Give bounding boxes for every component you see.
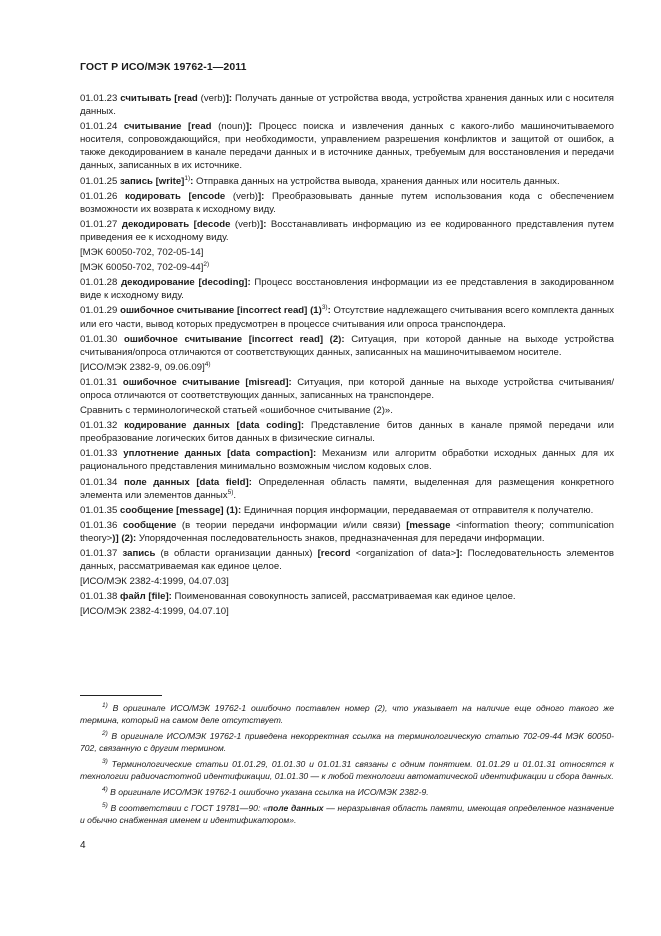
footnotes [80, 703, 614, 831]
footnote-3: $^{3)}$ Терминологические статьи 01.01.29, 01.01.30 и 01.01.31 связаны с одним понятием. 01.01.29 и 01.01.31 относятся к технологии радиочастотной идентификации, 01.01.30 — к любой технологии автоматической идентификации и сбора данных. [80, 758, 614, 781]
term-entry-01-01-31: 01.01.31 ошибочное считывание [misread]: Ситуация, при которой данные на выходе устройства считывания/опроса отличаются от соответствующих данных, записанных на транспондере. [80, 376, 615, 401]
term-entry-01-01-23: 01.01.23 считывать [read (verb)]: Получать данные от устройства ввода, устройства хранения данных или с носителя данных. [80, 93, 615, 118]
glossary-body [80, 92, 614, 620]
footnote-5: $^{5)}$ В соответствии с ГОСТ 19781—90: «поле данных — неразрывная область памяти, имеющая определенное назначение и обычно снабженная именем и идентификатором». [80, 802, 614, 825]
term-entry-01-01-35: 01.01.35 сообщение [message] (1): Единичная порция информации, передаваемая от отправителя к получателю. [80, 504, 594, 516]
footnote-ref-2: 2) [203, 260, 210, 268]
term-entry-01-01-34: 01.01.34 поле данных [data field]: Определенная область памяти, выделенная для размещения конкретного элемента или элементов данных$^{5)}$. [80, 476, 615, 501]
footnote-2: $^{2)}$ В оригинале ИСО/МЭК 19762-1 приведена некорректная ссылка на терминологическую статью 702-09-44 МЭК 60050-702, связанную с другим термином. [80, 730, 614, 753]
document-header: ГОСТ Р ИСО/МЭК 19762-1—2011 [80, 61, 247, 73]
term-entry-01-01-28: 01.01.28 декодирование [decoding]: Процесс восстановления информации из ее представления в закодированном виде к исходному виду. [80, 277, 614, 302]
term-entry-01-01-30: 01.01.30 ошибочное считывание [incorrect read] (2): Ситуация, при которой данные на выходе устройства считывания/опроса отличаются от соответствующих данных, записанных на машиночитываемом носителе. [80, 333, 615, 358]
term-entry-01-01-27: 01.01.27 декодировать [decode (verb)]: Восстанавливать информацию из ее кодированного представления путем приведения ее к исходному виду. [80, 218, 615, 243]
source-reference: [МЭК 60050-702, 702-09-44]$^{2)}$ [80, 260, 210, 274]
term-entry-01-01-25: 01.01.25 запись [write]$^{1)}$: Отправка данных на устройства вывода, хранения данных или носитель данных. [80, 174, 560, 187]
term-entry-01-01-38: 01.01.38 файл [file]: Поименованная совокупность записей, рассматриваемая как единое целое. [80, 591, 516, 603]
term-entry-01-01-32: 01.01.32 кодирование данных [data coding]: Представление битов данных в канале прямой передачи или преобразование логических битов данных в физические сигналы. [80, 420, 615, 445]
term-entry-01-01-37: 01.01.37 запись (в области организации данных) [record <organization of data>]: Последовательность элементов данных, рассматриваемая как единое целое. [80, 548, 614, 573]
footnote-ref-5: 5) [227, 488, 234, 496]
footnote-ref-3: 3) [321, 304, 328, 312]
cross-reference-note: Сравнить с терминологической статьей «ошибочное считывание (2)». [80, 405, 393, 417]
page-number: 4 [80, 840, 86, 851]
footnote-4: $^{4)}$ В оригинале ИСО/МЭК 19762-1 ошибочно указана ссылка на ИСО/МЭК 2382-9. [102, 786, 429, 797]
source-reference: [МЭК 60050-702, 702-05-14] [80, 247, 204, 259]
source-reference: [ИСО/МЭК 2382-4:1999, 04.07.03] [80, 576, 229, 588]
term-entry-01-01-24: 01.01.24 считывание [read (noun)]: Процесс поиска и извлечения данных с какого-либо машиночитываемого носителя, сопровождающийся, при необходимости, управлением разрешения конфликтов и защитой от ошибок, а также декодированием в канале передачи данных и в источнике данных, требуемым для восстановления и передачи данных, записанных в их источнике. [80, 121, 614, 172]
footnote-ref-4: 4) [204, 360, 211, 368]
term-entry-01-01-36: 01.01.36 сообщение (в теории передачи информации и/или связи) [message <information theory; communication theory>)] (2): Упорядоченная последовательность знаков, предназначенная для передачи информации. [80, 519, 614, 544]
footnote-divider [80, 695, 162, 696]
footnote-ref-1: 1) [184, 174, 191, 182]
source-reference: [ИСО/МЭК 2382-4:1999, 04.07.10] [80, 606, 229, 618]
source-reference: [ИСО/МЭК 2382-9, 09.06.09]$^{4)}$ [80, 360, 211, 373]
term-entry-01-01-33: 01.01.33 уплотнение данных [data compaction]: Механизм или алгоритм обработки исходных данных для их рационального представления минимально возможным числом кодовых слов. [80, 448, 615, 473]
term-entry-01-01-29: 01.01.29 ошибочное считывание [incorrect read] $(1)^{3)}$: Отсутствие надлежащего считывания всего комплекта данных или его части, вывод которых предусмотрен в процессе считывания или опроса транспондера. [80, 304, 615, 330]
term-entry-01-01-26: 01.01.26 кодировать [encode (verb)]: Преобразовывать данные путем использования кода с обеспечением возможности их возврата к исходному виду. [80, 190, 614, 215]
footnote-1: $^{1)}$ В оригинале ИСО/МЭК 19762-1 ошибочно поставлен номер (2), что указывает на наличие еще одного такого же термина, который на самом деле отсутствует. [80, 702, 614, 725]
